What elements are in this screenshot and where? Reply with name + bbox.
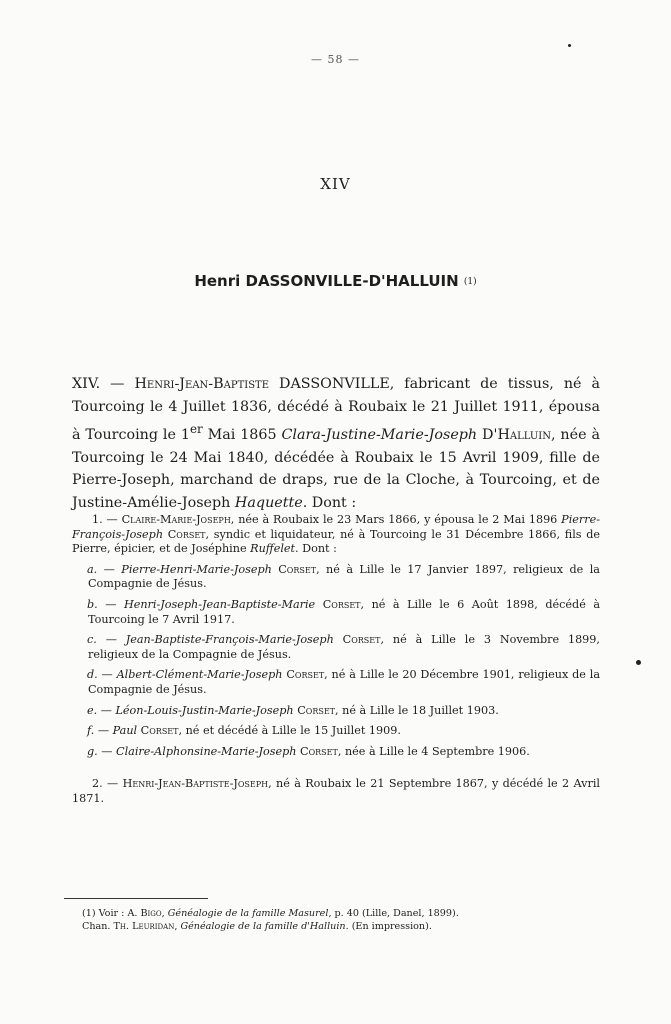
- child-text: , né à Lille le 6 Août 1898, décédé à Tourcoing le 7 Avril 1917.: [88, 597, 600, 626]
- child-letter: b.: [87, 597, 98, 611]
- child-dash: —: [94, 724, 113, 738]
- child-entry: [72, 598, 600, 627]
- child-dash: —: [97, 703, 116, 717]
- child-entry: [72, 563, 600, 592]
- child-letter: g.: [87, 744, 98, 758]
- footnote-1-author: Bigo: [140, 908, 162, 919]
- entry-1-text-1: , née à Roubaix le 23 Mars 1866, y épousa le 2 Mai 1896: [230, 513, 562, 526]
- footnote-1-title: Généalogie de la famille Masurel: [167, 908, 329, 919]
- child-entry: [72, 704, 600, 719]
- main-surname: DASSONVILLE: [279, 376, 390, 392]
- main-spouse-surname: D'Halluin: [482, 426, 551, 443]
- child-text: , né et décédé à Lille le 15 Juillet 1909.: [178, 724, 401, 738]
- child-name: Jean-Baptiste-François-Marie-Joseph: [125, 633, 334, 647]
- entry-2-name: Henri-Jean-Baptiste-Joseph: [122, 777, 269, 791]
- footnotes: [82, 908, 582, 933]
- child-name: Albert-Clément-Marie-Joseph: [116, 668, 283, 682]
- children-list: [72, 563, 600, 760]
- footnote-1-c: , p. 40 (Lille, Danel, 1899).: [328, 908, 459, 919]
- entry-2-text: , né à Roubaix le 21 Septembre 1867, y décédé le 2 Avril 1871.: [72, 777, 600, 805]
- main-text-1: , fabricant de tissus, né à Tourcoing le 4 Juillet 1836, décédé à Roubaix le 21 Juillet 1911, épousa à Tourcoing le 1: [72, 376, 600, 443]
- child-entry: [72, 633, 600, 662]
- child-surname: Corset: [322, 597, 361, 611]
- child-name: Léon-Louis-Justin-Marie-Joseph: [115, 703, 294, 717]
- child-dash: —: [97, 744, 117, 758]
- main-text-2: Mai 1865: [202, 426, 282, 443]
- child-text: , née à Lille le 4 Septembre 1906.: [337, 744, 530, 758]
- child-surname: Corset: [278, 562, 317, 576]
- entry-2-number: 2. —: [92, 777, 123, 791]
- main-lead: XIV. —: [72, 376, 135, 392]
- child-dash: —: [97, 668, 117, 682]
- child-letter: c.: [87, 633, 97, 647]
- child-surname: Corset: [140, 724, 179, 738]
- child-letter: f.: [87, 724, 95, 738]
- entry-1-husband: Pierre-François-Joseph: [72, 513, 600, 541]
- footnote-2-a: Chan.: [82, 920, 114, 932]
- entry-1-text-3: . Dont :: [295, 542, 337, 556]
- main-name: Henri-Jean-Baptiste: [134, 376, 270, 392]
- entry-1-husband-surname: Corset: [167, 527, 206, 541]
- main-text-3: , née à Tourcoing le 24 Mai 1840, décédée à Roubaix le 15 Avril 1909, fille de Pierre-Joseph, marchand de draps, rue de la Cloche, à Tourcoing, et de Justine-Amélie-Joseph: [72, 426, 600, 511]
- child-entry: [72, 668, 600, 697]
- chapter-heading: XIV: [320, 175, 351, 193]
- title-name: Henri DASSONVILLE-D'HALLUIN: [194, 272, 459, 290]
- child-dash: —: [97, 597, 124, 611]
- child-text: , né à Lille le 20 Décembre 1901, religieux de la Compagnie de Jésus.: [88, 668, 601, 696]
- child-surname: Corset: [286, 668, 325, 682]
- entry-1-mother: Ruffelet: [250, 542, 296, 556]
- footnote-2-c: . (En impression).: [345, 920, 432, 932]
- child-name: Claire-Alphonsine-Marie-Joseph: [116, 744, 297, 758]
- child-name: Henri-Joseph-Jean-Baptiste-Marie: [123, 597, 316, 611]
- footnote-1-continued: [82, 921, 582, 934]
- descendants-list: [72, 513, 600, 807]
- main-paragraph: [72, 373, 600, 514]
- entry-1: [72, 513, 600, 557]
- main-mother: Haquette: [234, 494, 303, 511]
- footnote-2-author: Th. Leuridan: [113, 920, 175, 932]
- footnote-1-a: (1) Voir : A.: [82, 908, 141, 919]
- child-name: Pierre-Henri-Marie-Joseph: [121, 562, 272, 576]
- child-dash: —: [96, 633, 126, 647]
- main-text-4: . Dont :: [302, 494, 357, 511]
- child-surname: Corset: [300, 744, 338, 758]
- child-entry: [72, 724, 600, 739]
- entry-1-number: 1. —: [92, 513, 122, 526]
- entry-1-text-2: , syndic et liquidateur, né à Tourcoing le 31 Décembre 1866, fils de Pierre, épicier, et de Joséphine: [72, 527, 600, 556]
- child-text: , né à Lille le 18 Juillet 1903.: [335, 703, 499, 717]
- title-footnote-ref: (1): [463, 277, 477, 287]
- child-name: Paul: [112, 724, 138, 738]
- footnote-rule: [64, 898, 208, 899]
- ink-speck: [568, 44, 571, 47]
- child-surname: Corset: [342, 633, 381, 647]
- child-entry: [72, 745, 600, 760]
- child-surname: Corset: [297, 703, 336, 717]
- child-letter: e.: [87, 703, 98, 717]
- ink-speck: [636, 660, 641, 665]
- child-letter: a.: [87, 562, 98, 576]
- entry-2: [72, 777, 600, 806]
- child-dash: —: [97, 562, 122, 576]
- main-sup: er: [189, 422, 203, 437]
- footnote-1-b: ,: [161, 908, 168, 919]
- main-spouse: Clara-Justine-Marie-Joseph: [281, 426, 478, 443]
- section-title: [0, 272, 671, 290]
- child-letter: d.: [87, 668, 98, 682]
- footnote-2-b: ,: [174, 920, 181, 932]
- footnote-2-title: Généalogie de la famille d'Halluin: [180, 920, 346, 932]
- child-text: , né à Lille le 3 Novembre 1899, religieux de la Compagnie de Jésus.: [88, 633, 600, 661]
- footnote-1: [82, 908, 582, 921]
- page-number: — 58 —: [311, 53, 360, 66]
- entry-1-name: Claire-Marie-Joseph: [121, 513, 231, 526]
- child-text: , né à Lille le 17 Janvier 1897, religieux de la Compagnie de Jésus.: [88, 562, 600, 591]
